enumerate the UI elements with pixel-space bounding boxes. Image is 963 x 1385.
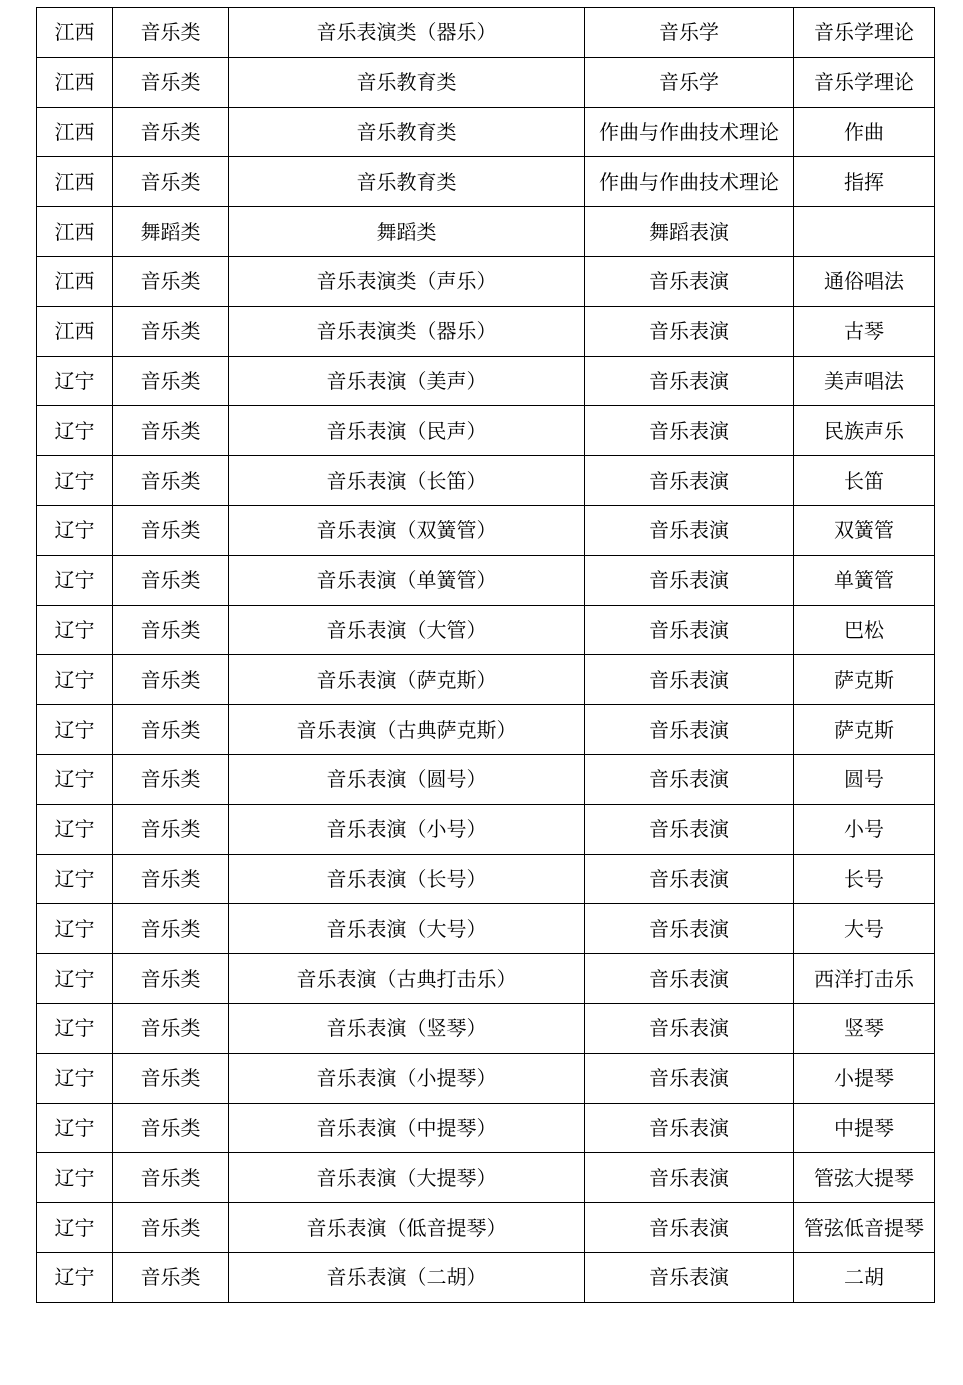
province-cell: 江西 — [37, 8, 113, 58]
major-cell: 音乐表演 — [585, 306, 794, 356]
province-cell: 辽宁 — [37, 655, 113, 705]
major-cell: 音乐表演 — [585, 705, 794, 755]
table-row — [37, 705, 935, 755]
exam-type-cell: 音乐表演（古典打击乐） — [229, 954, 585, 1004]
exam-type-cell: 音乐表演（古典萨克斯） — [229, 705, 585, 755]
direction-cell: 巴松 — [794, 605, 935, 655]
province-cell: 辽宁 — [37, 1203, 113, 1253]
table-row — [37, 256, 935, 306]
category-cell: 音乐类 — [113, 705, 229, 755]
exam-type-cell: 音乐表演（双簧管） — [229, 505, 585, 555]
direction-cell: 长号 — [794, 854, 935, 904]
major-cell: 舞蹈表演 — [585, 207, 794, 257]
table-row — [37, 406, 935, 456]
province-cell: 辽宁 — [37, 954, 113, 1004]
category-cell: 音乐类 — [113, 256, 229, 306]
table-body — [37, 8, 935, 1303]
direction-cell: 通俗唱法 — [794, 256, 935, 306]
table-row — [37, 356, 935, 406]
direction-cell: 西洋打击乐 — [794, 954, 935, 1004]
exam-type-cell: 音乐教育类 — [229, 157, 585, 207]
direction-cell: 小提琴 — [794, 1053, 935, 1103]
major-cell: 音乐表演 — [585, 555, 794, 605]
major-cell: 音乐表演 — [585, 904, 794, 954]
direction-cell: 长笛 — [794, 456, 935, 506]
exam-type-cell: 音乐表演（大号） — [229, 904, 585, 954]
exam-type-cell: 音乐表演（竖琴） — [229, 1003, 585, 1053]
table-row — [37, 605, 935, 655]
category-cell: 音乐类 — [113, 904, 229, 954]
direction-cell: 竖琴 — [794, 1003, 935, 1053]
category-cell: 音乐类 — [113, 456, 229, 506]
exam-type-cell: 音乐表演（长笛） — [229, 456, 585, 506]
major-cell: 音乐学 — [585, 8, 794, 58]
direction-cell: 小号 — [794, 804, 935, 854]
category-cell: 音乐类 — [113, 605, 229, 655]
major-cell: 音乐表演 — [585, 655, 794, 705]
major-cell: 音乐表演 — [585, 954, 794, 1004]
direction-cell: 单簧管 — [794, 555, 935, 605]
major-table — [36, 7, 935, 1303]
direction-cell: 中提琴 — [794, 1103, 935, 1153]
table-row — [37, 754, 935, 804]
exam-type-cell: 音乐表演（小号） — [229, 804, 585, 854]
major-cell: 音乐表演 — [585, 1203, 794, 1253]
major-cell: 作曲与作曲技术理论 — [585, 107, 794, 157]
direction-cell: 音乐学理论 — [794, 57, 935, 107]
province-cell: 辽宁 — [37, 555, 113, 605]
category-cell: 音乐类 — [113, 954, 229, 1004]
major-cell: 音乐学 — [585, 57, 794, 107]
exam-type-cell: 音乐表演（美声） — [229, 356, 585, 406]
table-row — [37, 1003, 935, 1053]
direction-cell: 古琴 — [794, 306, 935, 356]
category-cell: 音乐类 — [113, 854, 229, 904]
province-cell: 江西 — [37, 256, 113, 306]
exam-type-cell: 音乐表演（圆号） — [229, 754, 585, 804]
category-cell: 音乐类 — [113, 505, 229, 555]
major-cell: 作曲与作曲技术理论 — [585, 157, 794, 207]
province-cell: 辽宁 — [37, 605, 113, 655]
major-cell: 音乐表演 — [585, 754, 794, 804]
table-row — [37, 1103, 935, 1153]
direction-cell: 音乐学理论 — [794, 8, 935, 58]
table-row — [37, 157, 935, 207]
province-cell: 辽宁 — [37, 1252, 113, 1302]
table-row — [37, 655, 935, 705]
category-cell: 音乐类 — [113, 157, 229, 207]
table-row — [37, 107, 935, 157]
category-cell: 音乐类 — [113, 1153, 229, 1203]
table-row — [37, 954, 935, 1004]
table-row — [37, 1252, 935, 1302]
exam-type-cell: 音乐表演（民声） — [229, 406, 585, 456]
category-cell: 音乐类 — [113, 306, 229, 356]
major-cell: 音乐表演 — [585, 256, 794, 306]
province-cell: 辽宁 — [37, 1153, 113, 1203]
direction-cell: 美声唱法 — [794, 356, 935, 406]
direction-cell: 双簧管 — [794, 505, 935, 555]
province-cell: 辽宁 — [37, 356, 113, 406]
direction-cell: 管弦低音提琴 — [794, 1203, 935, 1253]
exam-type-cell: 音乐表演类（声乐） — [229, 256, 585, 306]
province-cell: 辽宁 — [37, 406, 113, 456]
category-cell: 音乐类 — [113, 1053, 229, 1103]
province-cell: 江西 — [37, 207, 113, 257]
major-cell: 音乐表演 — [585, 356, 794, 406]
category-cell: 音乐类 — [113, 107, 229, 157]
exam-type-cell: 音乐表演（长号） — [229, 854, 585, 904]
table-row — [37, 1203, 935, 1253]
major-cell: 音乐表演 — [585, 1252, 794, 1302]
category-cell: 音乐类 — [113, 1003, 229, 1053]
province-cell: 辽宁 — [37, 705, 113, 755]
direction-cell: 萨克斯 — [794, 705, 935, 755]
province-cell: 辽宁 — [37, 854, 113, 904]
province-cell: 辽宁 — [37, 505, 113, 555]
exam-type-cell: 音乐教育类 — [229, 107, 585, 157]
table-row — [37, 1153, 935, 1203]
exam-type-cell: 音乐教育类 — [229, 57, 585, 107]
category-cell: 音乐类 — [113, 1203, 229, 1253]
direction-cell — [794, 207, 935, 257]
province-cell: 江西 — [37, 157, 113, 207]
major-cell: 音乐表演 — [585, 505, 794, 555]
category-cell: 音乐类 — [113, 57, 229, 107]
category-cell: 音乐类 — [113, 8, 229, 58]
table-row — [37, 1053, 935, 1103]
table-row — [37, 505, 935, 555]
major-cell: 音乐表演 — [585, 406, 794, 456]
exam-type-cell: 舞蹈类 — [229, 207, 585, 257]
direction-cell: 圆号 — [794, 754, 935, 804]
table-row — [37, 456, 935, 506]
exam-type-cell: 音乐表演（低音提琴） — [229, 1203, 585, 1253]
category-cell: 音乐类 — [113, 754, 229, 804]
direction-cell: 民族声乐 — [794, 406, 935, 456]
category-cell: 音乐类 — [113, 406, 229, 456]
exam-type-cell: 音乐表演（大管） — [229, 605, 585, 655]
exam-type-cell: 音乐表演（小提琴） — [229, 1053, 585, 1103]
province-cell: 江西 — [37, 107, 113, 157]
major-cell: 音乐表演 — [585, 605, 794, 655]
province-cell: 辽宁 — [37, 904, 113, 954]
major-cell: 音乐表演 — [585, 1103, 794, 1153]
category-cell: 音乐类 — [113, 1252, 229, 1302]
direction-cell: 二胡 — [794, 1252, 935, 1302]
major-cell: 音乐表演 — [585, 456, 794, 506]
table-row — [37, 8, 935, 58]
exam-type-cell: 音乐表演（萨克斯） — [229, 655, 585, 705]
category-cell: 音乐类 — [113, 555, 229, 605]
direction-cell: 萨克斯 — [794, 655, 935, 705]
province-cell: 辽宁 — [37, 456, 113, 506]
major-cell: 音乐表演 — [585, 854, 794, 904]
province-cell: 辽宁 — [37, 1053, 113, 1103]
major-cell: 音乐表演 — [585, 1053, 794, 1103]
exam-type-cell: 音乐表演类（器乐） — [229, 8, 585, 58]
table-row — [37, 854, 935, 904]
province-cell: 辽宁 — [37, 1103, 113, 1153]
table-row — [37, 555, 935, 605]
table-row — [37, 804, 935, 854]
province-cell: 辽宁 — [37, 1003, 113, 1053]
exam-type-cell: 音乐表演（大提琴） — [229, 1153, 585, 1203]
category-cell: 音乐类 — [113, 1103, 229, 1153]
exam-type-cell: 音乐表演（单簧管） — [229, 555, 585, 605]
category-cell: 音乐类 — [113, 655, 229, 705]
table-row — [37, 207, 935, 257]
category-cell: 舞蹈类 — [113, 207, 229, 257]
direction-cell: 大号 — [794, 904, 935, 954]
exam-type-cell: 音乐表演类（器乐） — [229, 306, 585, 356]
province-cell: 辽宁 — [37, 754, 113, 804]
exam-type-cell: 音乐表演（二胡） — [229, 1252, 585, 1302]
category-cell: 音乐类 — [113, 356, 229, 406]
category-cell: 音乐类 — [113, 804, 229, 854]
direction-cell: 指挥 — [794, 157, 935, 207]
table-row — [37, 57, 935, 107]
direction-cell: 作曲 — [794, 107, 935, 157]
province-cell: 江西 — [37, 57, 113, 107]
major-cell: 音乐表演 — [585, 1003, 794, 1053]
major-cell: 音乐表演 — [585, 1153, 794, 1203]
direction-cell: 管弦大提琴 — [794, 1153, 935, 1203]
table-row — [37, 904, 935, 954]
province-cell: 辽宁 — [37, 804, 113, 854]
major-cell: 音乐表演 — [585, 804, 794, 854]
exam-type-cell: 音乐表演（中提琴） — [229, 1103, 585, 1153]
province-cell: 江西 — [37, 306, 113, 356]
table-row — [37, 306, 935, 356]
